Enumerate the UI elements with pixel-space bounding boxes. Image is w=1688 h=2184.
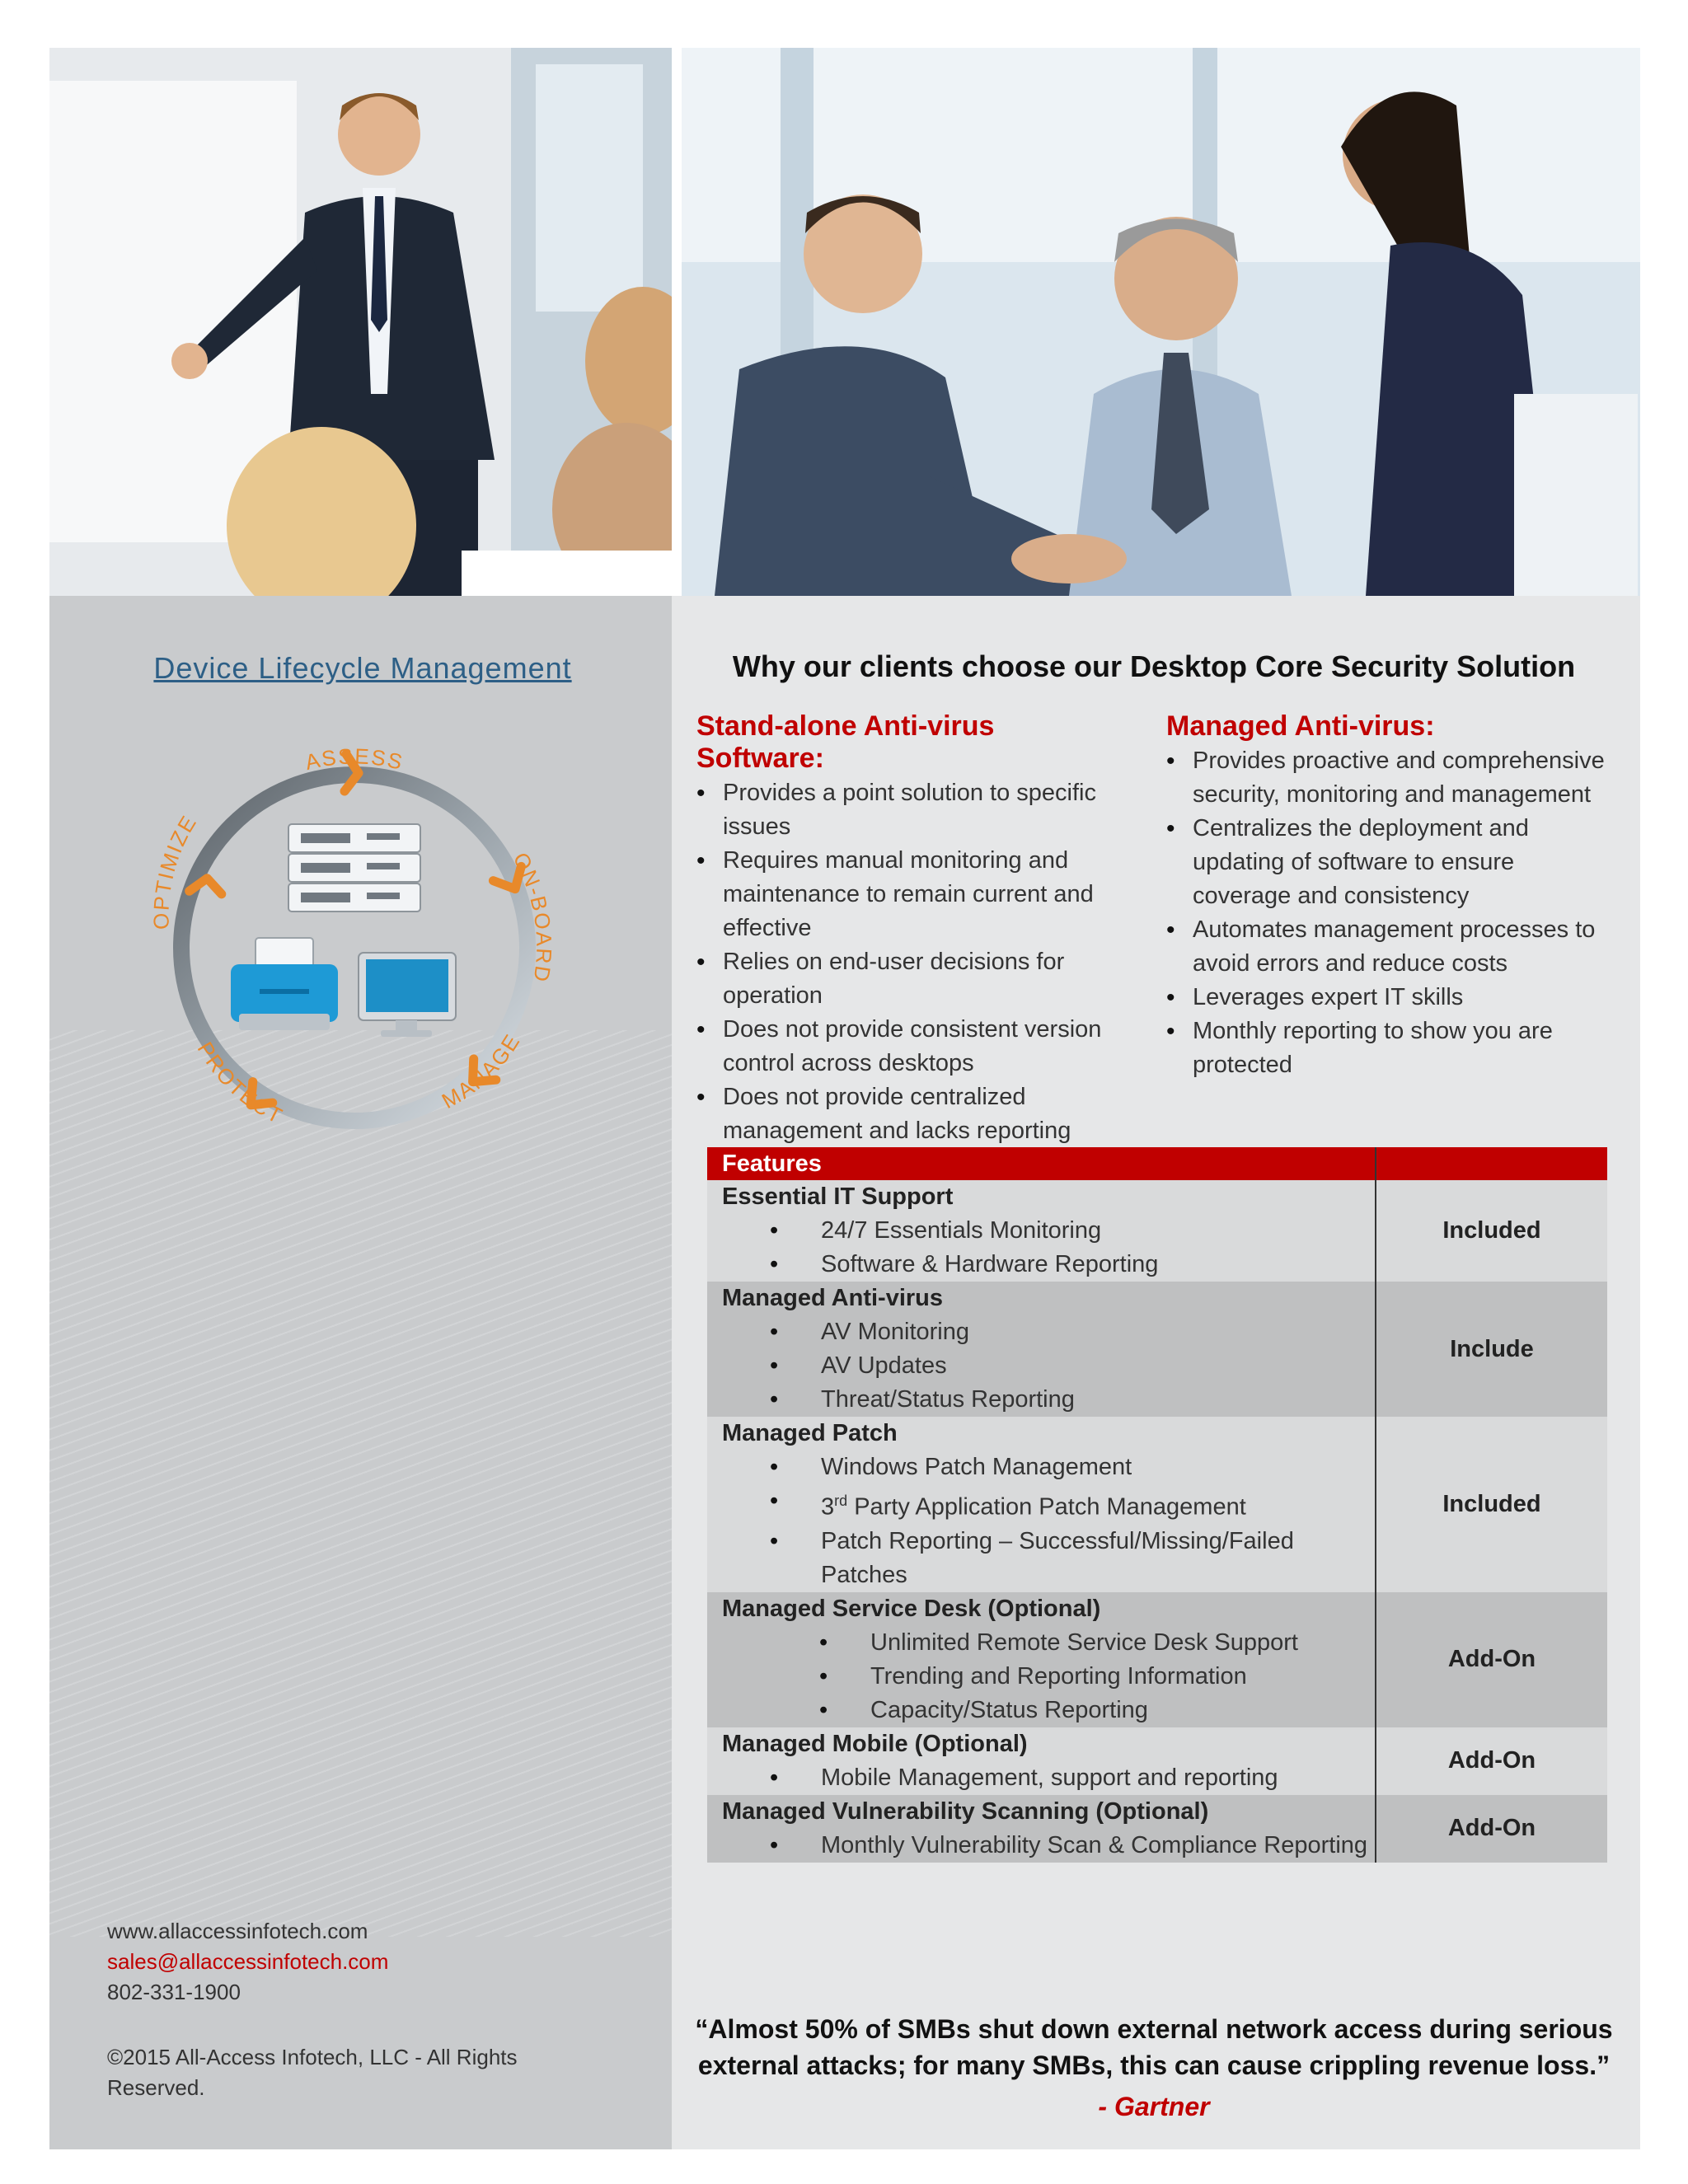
list-item: • Does not provide consistent version control across desktops [696, 1013, 1129, 1080]
email-link[interactable]: sales@allaccessinfotech.com [107, 1949, 389, 1974]
feature-item: • Patch Reporting – Successful/Missing/Failed Patches [707, 1525, 1375, 1592]
handshake-photo [682, 48, 1640, 596]
table-row [707, 1592, 1607, 1727]
value-header [1376, 1147, 1607, 1180]
feature-item: • Trending and Reporting Information [707, 1660, 1375, 1694]
list-item: • Leverages expert IT skills [1166, 981, 1611, 1015]
list-item: • Provides proactive and comprehensive security, monitoring and management [1166, 744, 1611, 812]
feature-name: Managed Anti-virus [722, 1285, 944, 1311]
label-optimize: OPTIMIZE [148, 810, 202, 930]
monitor-icon [359, 953, 456, 1037]
contact-info [107, 1916, 388, 2008]
managed-column [1166, 710, 1611, 1082]
label-manage: MANAGE [437, 1029, 526, 1114]
list-item: • Does not provide centralized management and lacks reporting [696, 1080, 1129, 1148]
label-onboard: ON-BOARD [508, 848, 557, 986]
feature-item: • Software & Hardware Reporting [707, 1248, 1375, 1282]
standalone-column [696, 710, 1129, 1148]
phone-number: 802-331-1900 [107, 1980, 241, 2004]
feature-item [707, 1484, 1375, 1525]
feature-item: • Capacity/Status Reporting [707, 1694, 1375, 1727]
presentation-photo [49, 48, 672, 596]
section-title: Why our clients choose our Desktop Core Security Solution [732, 649, 1576, 683]
table-row [707, 1180, 1607, 1282]
lifecycle-diagram [124, 709, 585, 1170]
server-icon [288, 824, 420, 912]
standalone-heading: Stand-alone Anti-virus Software: [696, 710, 995, 774]
list-item: • Relies on end-user decisions for operation [696, 945, 1129, 1013]
gartner-quote: “Almost 50% of SMBs shut down external network access during serious external attacks; for many SMBs, this can cause crippling revenue loss.” [695, 2014, 1613, 2080]
ordinal-suffix: rd [834, 1493, 848, 1509]
feature-item: • Mobile Management, support and reporting [707, 1761, 1375, 1795]
ordinal-number: 3 [821, 1493, 835, 1521]
list-item: • Monthly reporting to show you are protected [1166, 1015, 1611, 1082]
printer-icon [231, 938, 338, 1030]
feature-name: Managed Patch [722, 1420, 898, 1446]
copyright: ©2015 All-Access Infotech, LLC - All Rights Reserved. [107, 2045, 518, 2100]
table-row [707, 1417, 1607, 1592]
table-row [707, 1282, 1607, 1417]
feature-value: Add-On [1376, 1592, 1607, 1727]
label-protect: PROTECT [192, 1037, 288, 1129]
features-header: Features [707, 1147, 1376, 1180]
feature-item: • Monthly Vulnerability Scan & Compliance Reporting [707, 1829, 1375, 1863]
feature-value: Add-On [1376, 1795, 1607, 1863]
quote-source: - Gartner [1098, 2092, 1210, 2121]
list-item: • Automates management processes to avoid errors and reduce costs [1166, 913, 1611, 981]
managed-heading: Managed Anti-virus: [1166, 710, 1435, 742]
feature-name: Managed Mobile (Optional) [722, 1730, 1028, 1757]
table-row [707, 1795, 1607, 1863]
feature-item: • 24/7 Essentials Monitoring [707, 1214, 1375, 1248]
feature-item: • Threat/Status Reporting [707, 1383, 1375, 1417]
feature-value: Include [1376, 1282, 1607, 1417]
feature-value: Included [1376, 1180, 1607, 1282]
table-row [707, 1727, 1607, 1795]
features-table [707, 1147, 1607, 1863]
feature-value: Included [1376, 1417, 1607, 1592]
table-header-row [707, 1147, 1607, 1180]
lifecycle-title: Device Lifecycle Management [153, 651, 572, 685]
list-item: • Centralizes the deployment and updating of software to ensure coverage and consistency [1166, 812, 1611, 913]
feature-value: Add-On [1376, 1727, 1607, 1795]
feature-name: Managed Vulnerability Scanning (Optional) [722, 1797, 1209, 1825]
list-item: • Provides a point solution to specific issues [696, 776, 1129, 844]
website-link[interactable]: www.allaccessinfotech.com [107, 1919, 368, 1943]
feature-item: • Unlimited Remote Service Desk Support [707, 1626, 1375, 1660]
list-item: • Requires manual monitoring and maintenance to remain current and effective [696, 844, 1129, 945]
label-assess: ASSESS [302, 743, 406, 776]
feature-item: • Windows Patch Management [707, 1451, 1375, 1484]
feature-item-text: Party Application Patch Management [854, 1493, 1246, 1521]
feature-name: Managed Service Desk (Optional) [722, 1595, 1101, 1622]
feature-name: Essential IT Support [722, 1183, 954, 1210]
feature-item: • AV Updates [707, 1349, 1375, 1383]
feature-item: • AV Monitoring [707, 1315, 1375, 1349]
